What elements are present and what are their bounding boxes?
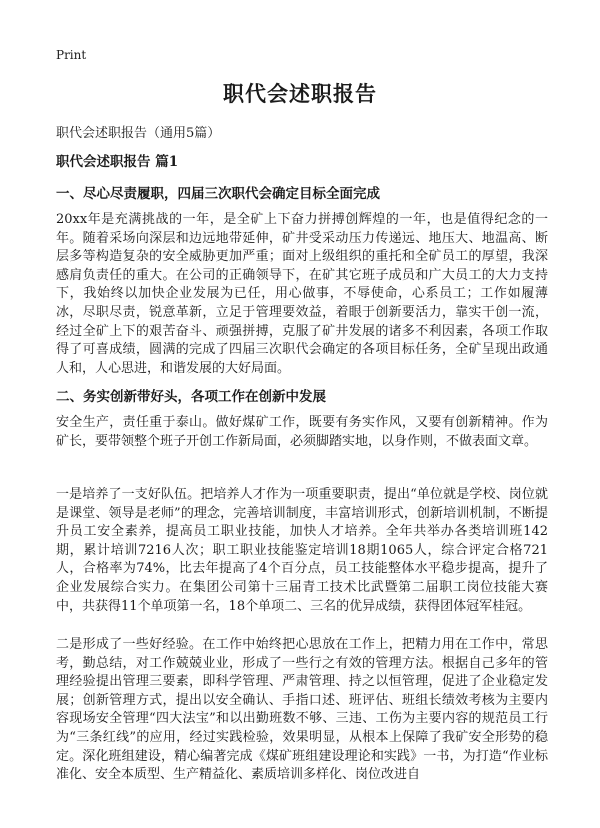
page-title: 职代会述职报告 (223, 81, 377, 106)
paragraph-3: 一是培养了一支好队伍。把培养人才作为一项重要职责，提出“单位就是学校、岗位就是课堂、领导是老师”的理念，完善培训制度，丰富培训形式，创新培训机制，不断提升员工安全素养，提高员工职业技能，加快人才培养。全年共举办各类培训班142期，累计培训7216人次；职工职业技能鉴定培训18期1065人，综合评定合格721人，合格率为74%，比去年提高了4个百分点，员工技能整体水平稳步提高，提升了企业发展综合实力。在集团公司第十三届青工技术比武暨第二届职工岗位技能大赛中，共获得11个单项第一名，18个单项二、三名的优异成绩，获得团体冠军桂冠。 (56, 487, 548, 614)
document-subtitle: 职代会述职报告（通用5篇） (56, 126, 221, 141)
section-heading-2: 二、务实创新带好头，各项工作在创新中发展 (56, 389, 326, 405)
paragraph-1: 20xx年是充满挑战的一年，是全矿上下奋力拼搏创辉煌的一年，也是值得纪念的一年。随着采场向深层和边远地带延伸，矿井受采动压力传递远、地压大、地温高、断层多等构造复杂的安全威胁更加严重；面对上级组织的重托和全矿员工的厚望，我深感肩负责任的重大。在公司的正确领导下，在矿其它班子成员和广大员工的大力支持下，我始终以加快企业发展为已任，用心做事，不辱使命，心系员工；工作如履薄冰，尽职尽责，锐意革新，立足于管理要效益，着眼于创新要活力，靠实干创一流，经过全矿上下的艰苦奋斗、顽强拼搏，克服了矿井发展的诸多不利因素，各项工作取得了可喜成绩，圆满的完成了四届三次职代会确定的各项目标任务，全矿呈现出政通人和，人心思进，和谐发展的大好局面。 (56, 212, 548, 376)
paragraph-2: 安全生产，责任重于泰山。做好煤矿工作，既要有务实作风，又要有创新精神。作为矿长，要带领整个班子开创工作新局面，必须脚踏实地，以身作则，不做表面文章。 (56, 415, 548, 449)
section-heading-1: 一、尽心尽责履职，四届三次职代会确定目标全面完成 (56, 186, 380, 202)
part-title: 职代会述职报告 篇1 (56, 154, 179, 170)
paragraph-4: 二是形成了一些好经验。在工作中始终把心思放在工作上，把精力用在工作中，常思考，勤总结，对工作兢兢业业，形成了一些行之有效的管理方法。根据自己多年的管理经验提出管理三要素，即科学管理、严肃管理、持之以恒管理，促进了企业稳定发展；创新管理方式，提出以安全确认、手指口述、班评估、班组长绩效考核为主要内容现场安全管理“四大法宝”和以出勤班数不够、三违、工伤为主要内容的规范员工行为“三条红线”的应用，经过实践检验，效果明显，从根本上保障了我矿安全形势的稳定。深化班组建设，精心编著完成《煤矿班组建设理论和实践》一书，为打造“作业标准化、安全本质型、生产精益化、素质培训多样化、岗位改进自 (56, 637, 548, 783)
print-link[interactable]: Print (56, 48, 87, 62)
